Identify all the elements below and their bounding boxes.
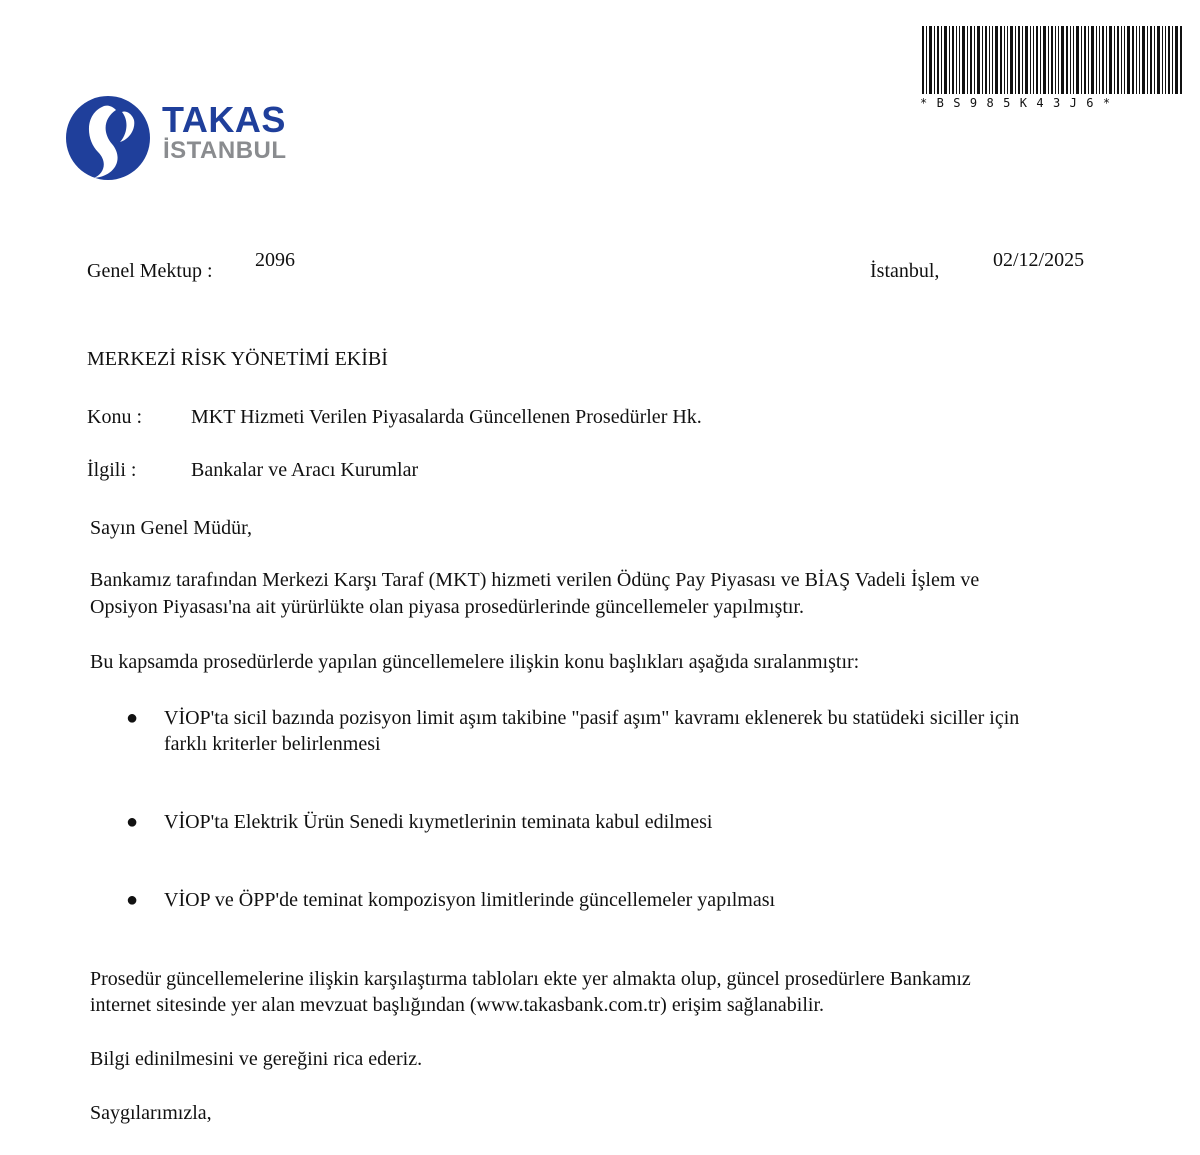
bullet-icon: ●: [126, 707, 139, 729]
bullet-1-line-2: farklı kriterler belirlenmesi: [164, 733, 381, 755]
barcode: [920, 26, 1184, 110]
bullet-2-line-1: VİOP'ta Elektrik Ürün Senedi kıymetlerinin teminata kabul edilmesi: [164, 811, 713, 833]
barcode-bars-icon: [920, 26, 1184, 96]
paragraph-2: Bu kapsamda prosedürlerde yapılan güncellemelere ilişkin konu başlıkları aşağıda sıralanmıştır:: [90, 651, 860, 673]
paragraph-1-line-2: Opsiyon Piyasası'na ait yürürlükte olan piyasa prosedürlerinde güncellemeler yapılmıştır.: [90, 596, 804, 618]
logo-text-takas: TAKAS: [162, 99, 286, 140]
related-value: Bankalar ve Aracı Kurumlar: [191, 459, 419, 481]
paragraph-3-line-2: internet sitesinde yer alan mevzuat başlığından (www.takasbank.com.tr) erişim sağlanabilir.: [90, 994, 825, 1016]
bullet-icon: ●: [126, 889, 139, 911]
bullet-1-line-1: VİOP'ta sicil bazında pozisyon limit aşım takibine "pasif aşım" kavramı eklenerek bu statüdeki siciller için: [164, 707, 1020, 729]
logo-text-istanbul: İSTANBUL: [163, 137, 287, 164]
bullet-icon: ●: [126, 811, 139, 833]
paragraph-4: Bilgi edinilmesini ve gereğini rica ederiz.: [90, 1048, 423, 1070]
related-label: İlgili :: [87, 459, 137, 481]
city-label: İstanbul,: [870, 260, 940, 282]
department-heading: MERKEZİ RİSK YÖNETİMİ EKİBİ: [87, 348, 388, 370]
subject-value: MKT Hizmeti Verilen Piyasalarda Güncellenen Prosedürler Hk.: [191, 406, 702, 428]
paragraph-1-line-1: Bankamız tarafından Merkezi Karşı Taraf (MKT) hizmeti verilen Ödünç Pay Piyasası ve BİAŞ Vadeli İşlem ve: [90, 569, 980, 591]
subject-label: Konu :: [87, 406, 142, 428]
letter-number: 2096: [255, 249, 295, 271]
salutation: Sayın Genel Müdür,: [90, 517, 252, 539]
letter-date: 02/12/2025: [993, 249, 1085, 271]
barcode-text: *BS985K43J6*: [920, 96, 1120, 110]
letter-label: Genel Mektup :: [87, 260, 213, 282]
takas-istanbul-logo: [64, 92, 304, 184]
bullet-3-line-1: VİOP ve ÖPP'de teminat kompozisyon limitlerinde güncellemeler yapılması: [164, 889, 776, 911]
paragraph-3-line-1: Prosedür güncellemelerine ilişkin karşılaştırma tabloları ekte yer almakta olup, güncel prosedürlere Bankamız: [90, 968, 971, 990]
logo-emblem-icon: [64, 92, 156, 184]
closing: Saygılarımızla,: [90, 1102, 212, 1124]
